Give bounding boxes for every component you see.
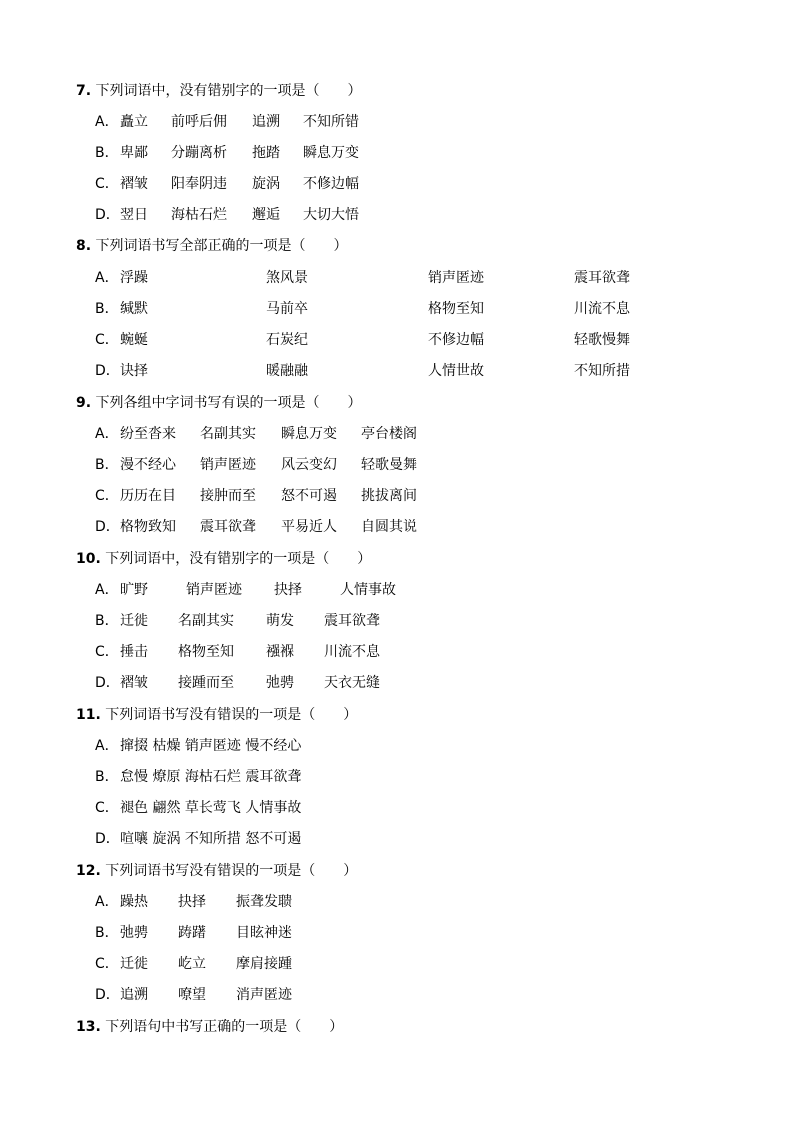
option-label: A． [95,114,119,130]
option-word: 轻歌曼舞 [361,457,417,473]
option-word: 亭台楼阁 [361,426,417,442]
option-word: 瞬息万变 [281,426,337,442]
question-stem: 下列词语书写没有错误的一项是（ ） [105,707,358,723]
option-word: 襁褓 [266,644,294,660]
option-word: 追溯 [120,987,148,1003]
question-9 [76,393,362,413]
question-number: 12. [76,863,101,879]
option-word: 翌日 [120,207,148,223]
option-word: 弛骋 [266,675,294,691]
option-word: 石炭纪 [266,332,308,348]
option-word: 捶击 [120,644,148,660]
option-word: 褶皱 [120,675,148,691]
option-label: D． [95,987,120,1003]
option-word: 接肿而至 [200,488,256,504]
question-number: 11. [76,707,101,723]
option-word: 川流不息 [574,301,630,317]
option-word: 卑鄙 [120,145,148,161]
option-word: 抉择 [178,894,206,910]
option-label: A． [95,426,119,442]
option-label: D． [95,831,120,847]
question-stem: 下列词语中，没有错别字的一项是（ ） [95,83,362,99]
question-11 [76,705,357,725]
option-word: 消声匿迹 [236,987,292,1003]
option-word: 褶皱 [120,176,148,192]
option-word: 分蹦离析 [171,145,227,161]
option-label: B． [95,301,119,317]
option-word: 名副其实 [200,426,256,442]
question-stem: 下列词语中，没有错别字的一项是（ ） [105,551,372,567]
option-label: B． [95,769,119,785]
option-word: 旷野 [120,582,148,598]
option-label: B． [95,457,119,473]
option-word: 屹立 [178,956,206,972]
option-word: 邂逅 [252,207,280,223]
question-8 [76,236,348,256]
option-word: 诀择 [120,363,148,379]
question-stem: 下列词语书写全部正确的一项是（ ） [95,238,348,254]
option-label: B． [95,145,119,161]
option-word: 自圆其说 [361,519,417,535]
option-text: 喧嚷 旋涡 不知所措 怒不可遏 [120,831,302,847]
option-word: 摩肩接踵 [236,956,292,972]
option-word: 浮躁 [120,270,148,286]
option-word: 缄默 [120,301,148,317]
question-13 [76,1017,343,1037]
option-word: 前呼后佣 [171,114,227,130]
option-word: 漫不经心 [120,457,176,473]
option-word: 煞风景 [266,270,308,286]
option-word: 踌躇 [178,925,206,941]
option-word: 震耳欲聋 [324,613,380,629]
question-number: 7. [76,83,92,99]
option-word: 不修边幅 [428,332,484,348]
option-word: 不修边幅 [303,176,359,192]
option-word: 销声匿迹 [428,270,484,286]
option-word: 纷至沓来 [120,426,176,442]
option-word: 挑拔离间 [361,488,417,504]
option-word: 迁徙 [120,613,148,629]
option-word: 蜿蜒 [120,332,148,348]
option-word: 天衣无缝 [324,675,380,691]
option-word: 不知所措 [574,363,630,379]
question-stem: 下列各组中字词书写有误的一项是（ ） [95,395,362,411]
option-label: C． [95,956,119,972]
option-word: 不知所错 [303,114,359,130]
option-word: 目眩神迷 [236,925,292,941]
option-label: A． [95,270,119,286]
option-word: 风云变幻 [281,457,337,473]
option-word: 萌发 [266,613,294,629]
option-word: 格物至知 [178,644,234,660]
option-label: D． [95,675,120,691]
option-word: 躁热 [120,894,148,910]
option-word: 抉择 [274,582,302,598]
option-label: A． [95,738,119,754]
option-word: 格物致知 [120,519,176,535]
option-word: 旋涡 [252,176,280,192]
option-word: 历历在目 [120,488,176,504]
option-label: C． [95,176,119,192]
option-word: 暖融融 [266,363,308,379]
option-word: 名副其实 [178,613,234,629]
option-word: 海枯石烂 [171,207,227,223]
option-word: 瞬息万变 [303,145,359,161]
question-number: 9. [76,395,92,411]
question-7 [76,81,362,101]
option-word: 接踵而至 [178,675,234,691]
question-number: 13. [76,1019,101,1035]
option-word: 销声匿迹 [186,582,242,598]
option-label: C． [95,644,119,660]
option-label: D． [95,363,120,379]
option-word: 怒不可遏 [281,488,337,504]
option-text: 撺掇 枯燥 销声匿迹 慢不经心 [120,738,302,754]
option-label: C． [95,488,119,504]
option-word: 震耳欲聋 [200,519,256,535]
option-word: 振聋发聩 [236,894,292,910]
question-number: 10. [76,551,101,567]
option-label: D． [95,207,120,223]
option-word: 马前卒 [266,301,308,317]
option-word: 迁徙 [120,956,148,972]
option-word: 川流不息 [324,644,380,660]
option-label: C． [95,800,119,816]
option-word: 嘹望 [178,987,206,1003]
option-text: 怠慢 燎原 海枯石烂 震耳欲聋 [120,769,302,785]
option-word: 格物至知 [428,301,484,317]
question-10 [76,549,371,569]
question-12 [76,861,357,881]
option-word: 平易近人 [281,519,337,535]
option-word: 阳奉阴违 [171,176,227,192]
option-text: 褪色 翩然 草长莺飞 人情事故 [120,800,302,816]
option-word: 人情事故 [340,582,396,598]
option-label: B． [95,613,119,629]
option-label: C． [95,332,119,348]
option-word: 震耳欲聋 [574,270,630,286]
option-word: 追溯 [252,114,280,130]
question-stem: 下列语句中书写正确的一项是（ ） [105,1019,344,1035]
option-word: 矗立 [120,114,148,130]
option-word: 轻歌慢舞 [574,332,630,348]
question-stem: 下列词语书写没有错误的一项是（ ） [105,863,358,879]
option-word: 人情世故 [428,363,484,379]
option-label: A． [95,894,119,910]
option-word: 拖踏 [252,145,280,161]
option-word: 弛骋 [120,925,148,941]
option-word: 大切大悟 [303,207,359,223]
option-label: A． [95,582,119,598]
option-label: D． [95,519,120,535]
question-number: 8. [76,238,92,254]
option-label: B． [95,925,119,941]
option-word: 销声匿迹 [200,457,256,473]
